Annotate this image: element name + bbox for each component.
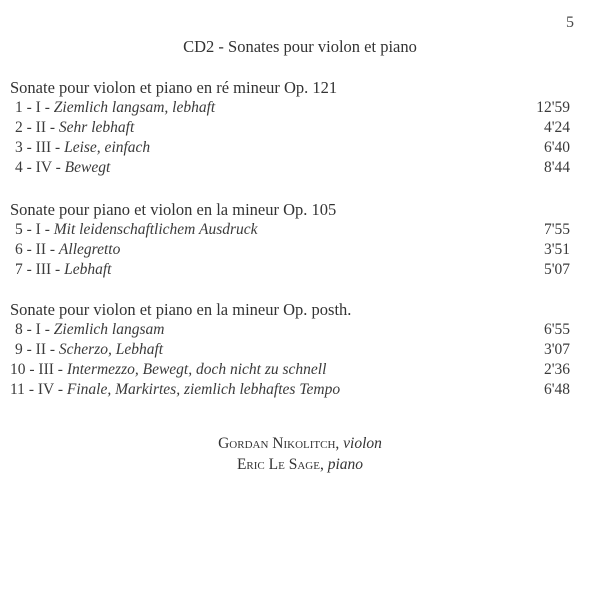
movement-number: III (38, 361, 54, 378)
track-label (15, 220, 258, 240)
track-label (15, 98, 215, 118)
performer-comma: , (319, 456, 328, 473)
track-number: 4 (15, 159, 23, 176)
track-row (10, 98, 570, 118)
separator: - (22, 119, 36, 136)
performer-role: piano (327, 456, 364, 473)
movement-title: Allegretto (58, 241, 121, 258)
separator: - (22, 99, 36, 116)
movement-title: Leise, einfach (64, 139, 151, 156)
separator: - (51, 139, 65, 156)
movement-title: Scherzo, Lebhaft (58, 341, 164, 358)
track-duration: 2'36 (543, 361, 570, 378)
track-label (10, 380, 340, 400)
track-label (15, 240, 120, 260)
track-number: 7 (15, 261, 23, 278)
performer-comma: , (335, 435, 344, 452)
performer-role: violon (343, 435, 382, 452)
movement-number: I (35, 221, 41, 238)
sonata-section (10, 300, 570, 400)
track-duration: 5'07 (543, 261, 570, 278)
movement-number: III (35, 139, 52, 156)
separator: - (51, 159, 65, 176)
performer-name: Eric Le Sage (236, 456, 320, 473)
movement-title: Lebhaft (64, 261, 112, 278)
track-duration: 4'24 (543, 119, 570, 136)
track-label (10, 360, 326, 380)
separator: - (51, 261, 65, 278)
separator: - (46, 341, 59, 358)
movement-title: Ziemlich langsam, lebhaft (53, 99, 216, 116)
track-label (15, 118, 134, 138)
track-row (10, 158, 570, 178)
track-label (15, 158, 110, 178)
track-label (15, 320, 164, 340)
track-row (10, 360, 570, 380)
separator: - (22, 261, 36, 278)
separator: - (46, 241, 59, 258)
movement-title: Sehr lebhaft (58, 119, 135, 136)
track-row (10, 380, 570, 400)
separator: - (22, 241, 36, 258)
track-row (10, 260, 570, 280)
track-duration: 6'55 (543, 321, 570, 338)
track-row (10, 118, 570, 138)
track-duration: 3'51 (543, 241, 570, 258)
track-duration: 12'59 (536, 99, 570, 116)
movement-number: I (35, 321, 41, 338)
performer-line (0, 433, 600, 454)
track-row (10, 220, 570, 240)
separator: - (40, 221, 54, 238)
track-label (15, 138, 150, 158)
separator: - (40, 321, 54, 338)
page-number: 5 (566, 14, 574, 31)
track-row (10, 340, 570, 360)
track-row (10, 320, 570, 340)
sonata-section (10, 78, 570, 178)
movement-title: Finale, Markirtes, ziemlich lebhaftes Tempo (66, 381, 341, 398)
separator: - (22, 159, 36, 176)
movement-number: II (35, 119, 46, 136)
track-number: 6 (15, 241, 23, 258)
track-number: 2 (15, 119, 23, 136)
movement-number: IV (37, 381, 54, 398)
track-duration: 6'48 (543, 381, 570, 398)
track-number: 9 (15, 341, 23, 358)
sonata-section (10, 200, 570, 280)
track-number: 8 (15, 321, 23, 338)
movement-title: Ziemlich langsam (53, 321, 165, 338)
separator: - (46, 119, 59, 136)
track-duration: 3'07 (543, 341, 570, 358)
track-label (15, 340, 163, 360)
performer-line (0, 454, 600, 475)
movement-number: IV (35, 159, 52, 176)
movement-title: Mit leidenschaftlichem Ausdruck (53, 221, 258, 238)
movement-number: II (35, 241, 46, 258)
track-number: 5 (15, 221, 23, 238)
section-heading: Sonate pour piano et violon en la mineur Op. 105 (10, 200, 337, 219)
separator: - (53, 381, 67, 398)
separator: - (24, 381, 38, 398)
track-number: 1 (15, 99, 23, 116)
separator: - (22, 139, 36, 156)
movement-title: Intermezzo, Bewegt, doch nicht zu schnell (66, 361, 327, 378)
separator: - (22, 321, 36, 338)
separator: - (25, 361, 39, 378)
track-duration: 7'55 (543, 221, 570, 238)
track-number: 10 (10, 361, 26, 378)
movement-number: I (35, 99, 41, 116)
track-label (15, 260, 111, 280)
track-row (10, 138, 570, 158)
section-heading: Sonate pour violon et piano en la mineur Op. posth. (10, 300, 352, 319)
track-duration: 8'44 (543, 159, 570, 176)
separator: - (53, 361, 67, 378)
separator: - (40, 99, 54, 116)
track-number: 3 (15, 139, 23, 156)
separator: - (22, 221, 36, 238)
track-number: 11 (10, 381, 25, 398)
movement-title: Bewegt (64, 159, 111, 176)
section-heading: Sonate pour violon et piano en ré mineur Op. 121 (10, 78, 338, 97)
performer-name: Gordan Nikolitch (218, 435, 336, 452)
separator: - (22, 341, 36, 358)
movement-number: II (35, 341, 46, 358)
movement-number: III (35, 261, 52, 278)
performers (0, 433, 600, 475)
track-duration: 6'40 (543, 139, 570, 156)
track-row (10, 240, 570, 260)
cd-title: CD2 - Sonates pour violon et piano (183, 37, 417, 56)
